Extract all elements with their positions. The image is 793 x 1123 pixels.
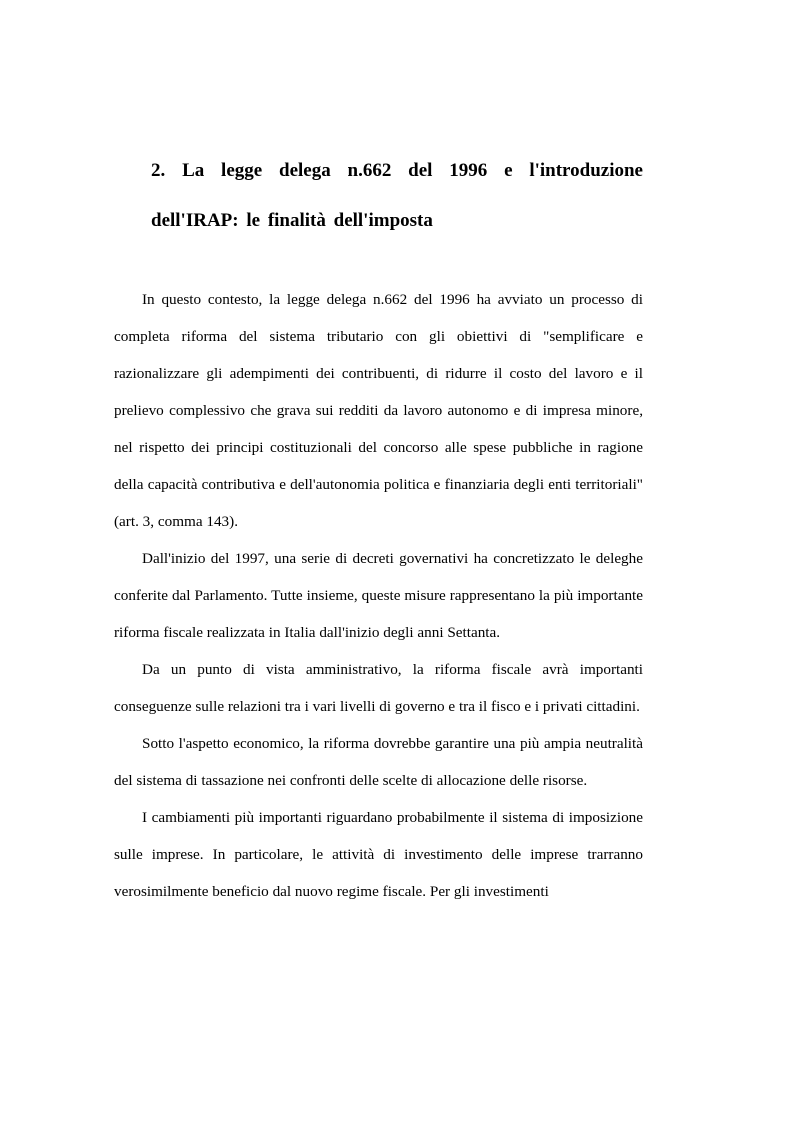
paragraph: In questo contesto, la legge delega n.662 del 1996 ha avviato un processo di completa riforma del sistema tributario con gli obiettivi di "semplificare e razionalizzare gli adempimenti dei contribuenti, di ridurre il costo del lavoro e il prelievo complessivo che grava sui redditi da lavoro autonomo e di impresa minore, nel rispetto dei principi costituzionali del concorso alle spese pubbliche in ragione della capacità contributiva e dell'autonomia politica e finanziaria degli enti territoriali" (art. 3, comma 143). xyxy=(114,291,643,530)
paragraph: Da un punto di vista amministrativo, la riforma fiscale avrà importanti conseguenze sulle relazioni tra i vari livelli di governo e tra il fisco e i privati cittadini. xyxy=(114,661,643,715)
paragraph: Sotto l'aspetto economico, la riforma dovrebbe garantire una più ampia neutralità del sistema di tassazione nei confronti delle scelte di allocazione delle risorse. xyxy=(114,735,643,789)
paragraph: I cambiamenti più importanti riguardano probabilmente il sistema di imposizione sulle imprese. In particolare, le attività di investimento delle imprese trarranno verosimilmente beneficio dal nuovo regime fiscale. Per gli investimenti xyxy=(114,809,643,900)
paragraph: Dall'inizio del 1997, una serie di decreti governativi ha concretizzato le deleghe conferite dal Parlamento. Tutte insieme, queste misure rappresentano la più importante riforma fiscale realizzata in Italia dall'inizio degli anni Settanta. xyxy=(114,550,643,641)
section-heading: 2. La legge delega n.662 del 1996 e l'introduzione dell'IRAP: le finalità dell'imposta xyxy=(151,160,643,231)
body-text xyxy=(114,281,643,910)
